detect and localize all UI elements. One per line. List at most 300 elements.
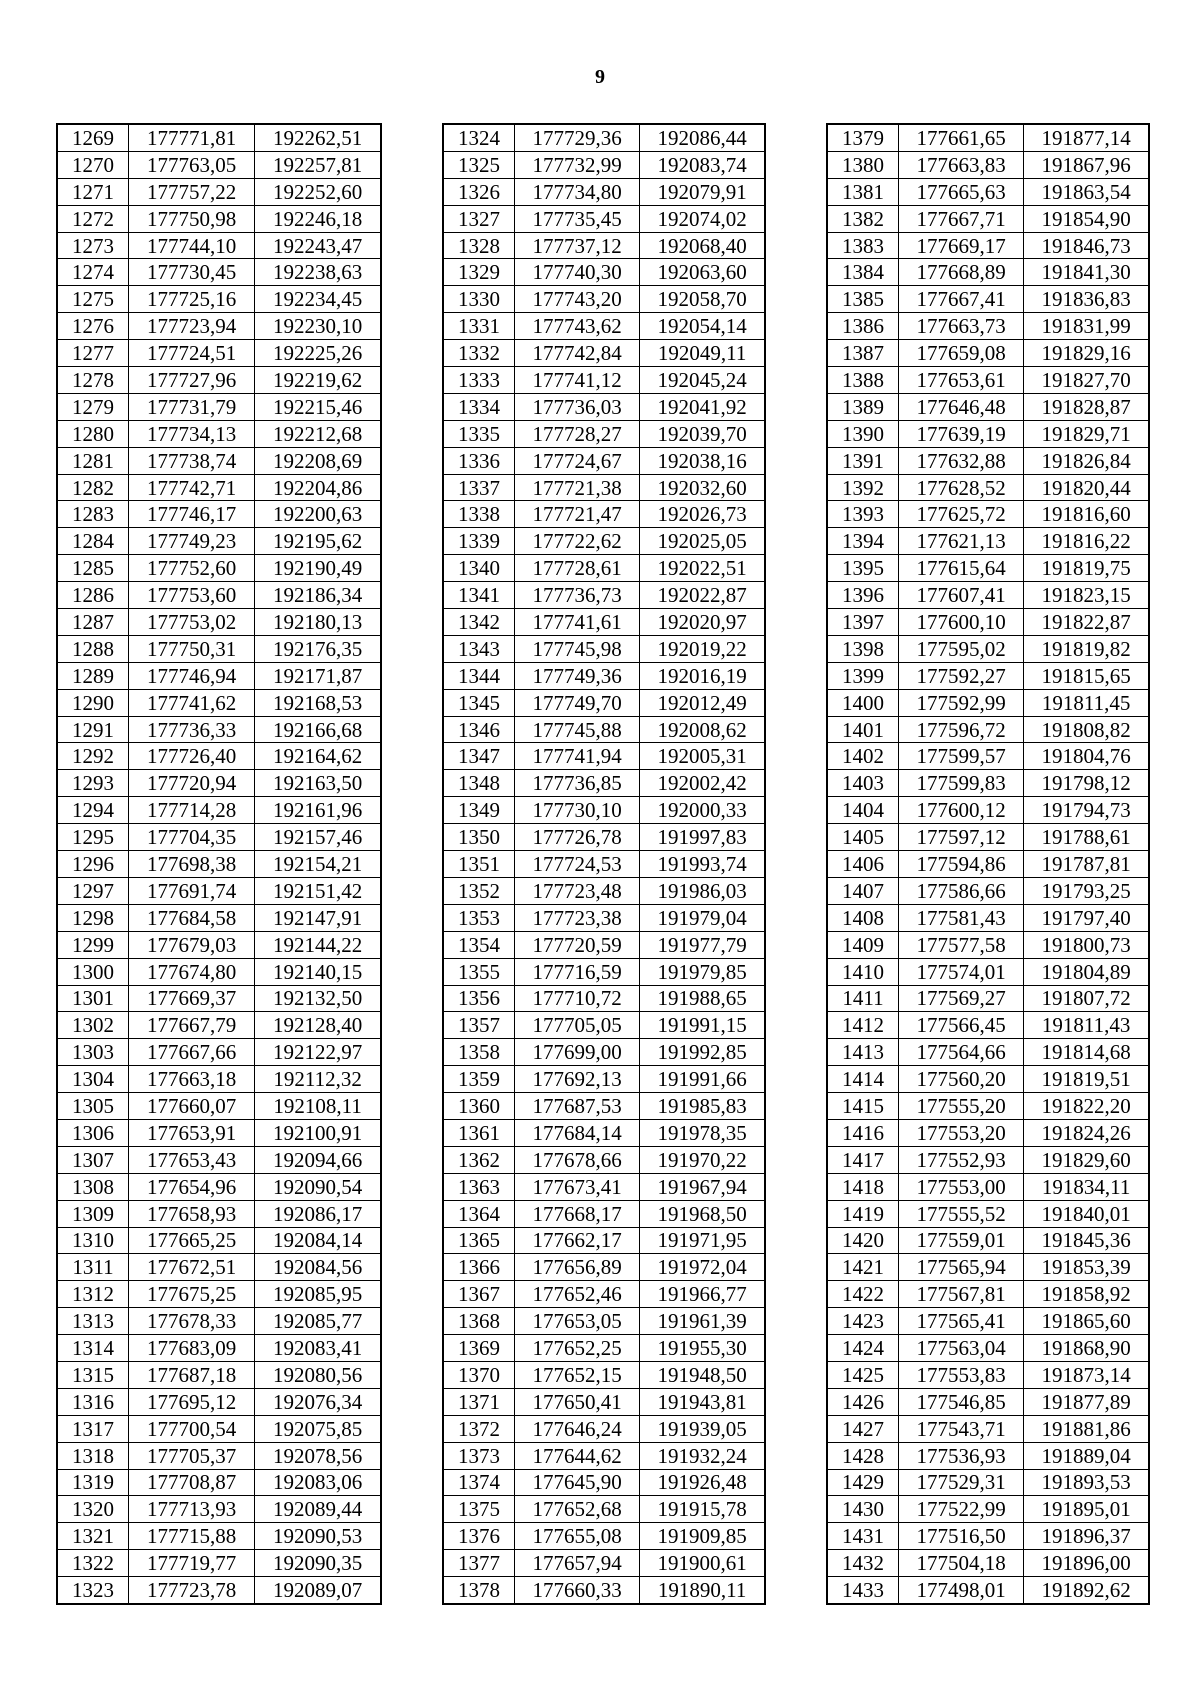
x-coordinate-cell: 177665,63 <box>899 178 1024 205</box>
x-coordinate-cell: 177653,91 <box>129 1119 255 1146</box>
table-row <box>827 851 1149 878</box>
y-coordinate-cell: 191895,01 <box>1024 1496 1149 1523</box>
y-coordinate-cell: 191992,85 <box>640 1039 765 1066</box>
table-row <box>827 1146 1149 1173</box>
table-row <box>57 1173 381 1200</box>
table-row <box>443 1308 765 1335</box>
table-row <box>827 474 1149 501</box>
table-row <box>443 1146 765 1173</box>
table-row <box>827 555 1149 582</box>
y-coordinate-cell: 191939,05 <box>640 1415 765 1442</box>
y-coordinate-cell: 192230,10 <box>255 313 381 340</box>
point-number-cell: 1306 <box>57 1119 129 1146</box>
table-row <box>57 232 381 259</box>
point-number-cell: 1433 <box>827 1577 899 1604</box>
table-row <box>57 985 381 1012</box>
y-coordinate-cell: 191877,89 <box>1024 1388 1149 1415</box>
table-row <box>57 770 381 797</box>
x-coordinate-cell: 177652,25 <box>515 1335 640 1362</box>
point-number-cell: 1293 <box>57 770 129 797</box>
table-row <box>57 151 381 178</box>
point-number-cell: 1353 <box>443 904 515 931</box>
table-row <box>57 1388 381 1415</box>
x-coordinate-cell: 177750,31 <box>129 635 255 662</box>
x-coordinate-cell: 177663,18 <box>129 1066 255 1093</box>
point-number-cell: 1301 <box>57 985 129 1012</box>
point-number-cell: 1372 <box>443 1415 515 1442</box>
y-coordinate-cell: 192079,91 <box>640 178 765 205</box>
table-row <box>443 1200 765 1227</box>
y-coordinate-cell: 192022,51 <box>640 555 765 582</box>
x-coordinate-cell: 177736,73 <box>515 582 640 609</box>
point-number-cell: 1323 <box>57 1577 129 1604</box>
y-coordinate-cell: 192049,11 <box>640 340 765 367</box>
y-coordinate-cell: 192063,60 <box>640 259 765 286</box>
x-coordinate-cell: 177553,83 <box>899 1361 1024 1388</box>
y-coordinate-cell: 192128,40 <box>255 1012 381 1039</box>
x-coordinate-cell: 177652,46 <box>515 1281 640 1308</box>
point-number-cell: 1273 <box>57 232 129 259</box>
point-number-cell: 1299 <box>57 931 129 958</box>
y-coordinate-cell: 192204,86 <box>255 474 381 501</box>
x-coordinate-cell: 177566,45 <box>899 1012 1024 1039</box>
table-row <box>57 689 381 716</box>
table-row <box>57 555 381 582</box>
table-row <box>443 1442 765 1469</box>
y-coordinate-cell: 192075,85 <box>255 1415 381 1442</box>
point-number-cell: 1305 <box>57 1093 129 1120</box>
point-number-cell: 1416 <box>827 1119 899 1146</box>
y-coordinate-cell: 192041,92 <box>640 393 765 420</box>
point-number-cell: 1333 <box>443 367 515 394</box>
x-coordinate-cell: 177653,05 <box>515 1308 640 1335</box>
y-coordinate-cell: 192083,41 <box>255 1335 381 1362</box>
y-coordinate-cell: 192016,19 <box>640 662 765 689</box>
y-coordinate-cell: 192161,96 <box>255 797 381 824</box>
y-coordinate-cell: 191865,60 <box>1024 1308 1149 1335</box>
point-number-cell: 1398 <box>827 635 899 662</box>
point-number-cell: 1374 <box>443 1469 515 1496</box>
table-row <box>443 232 765 259</box>
point-number-cell: 1375 <box>443 1496 515 1523</box>
table-row <box>443 985 765 1012</box>
x-coordinate-cell: 177742,71 <box>129 474 255 501</box>
point-number-cell: 1327 <box>443 205 515 232</box>
point-number-cell: 1360 <box>443 1093 515 1120</box>
x-coordinate-cell: 177653,43 <box>129 1146 255 1173</box>
table-row <box>443 770 765 797</box>
table-row <box>443 1173 765 1200</box>
point-number-cell: 1365 <box>443 1227 515 1254</box>
point-number-cell: 1376 <box>443 1523 515 1550</box>
table-row <box>57 178 381 205</box>
point-number-cell: 1396 <box>827 582 899 609</box>
point-number-cell: 1420 <box>827 1227 899 1254</box>
point-number-cell: 1406 <box>827 851 899 878</box>
x-coordinate-cell: 177749,23 <box>129 528 255 555</box>
y-coordinate-cell: 192154,21 <box>255 851 381 878</box>
table-row <box>443 635 765 662</box>
x-coordinate-cell: 177736,03 <box>515 393 640 420</box>
y-coordinate-cell: 192200,63 <box>255 501 381 528</box>
x-coordinate-cell: 177663,83 <box>899 151 1024 178</box>
x-coordinate-cell: 177741,61 <box>515 609 640 636</box>
y-coordinate-cell: 191845,36 <box>1024 1227 1149 1254</box>
y-coordinate-cell: 191863,54 <box>1024 178 1149 205</box>
point-number-cell: 1414 <box>827 1066 899 1093</box>
y-coordinate-cell: 191807,72 <box>1024 985 1149 1012</box>
point-number-cell: 1297 <box>57 877 129 904</box>
point-number-cell: 1384 <box>827 259 899 286</box>
table-row <box>57 582 381 609</box>
point-number-cell: 1408 <box>827 904 899 931</box>
y-coordinate-cell: 192085,77 <box>255 1308 381 1335</box>
x-coordinate-cell: 177723,38 <box>515 904 640 931</box>
table-row <box>443 1093 765 1120</box>
table-row <box>443 528 765 555</box>
point-number-cell: 1336 <box>443 447 515 474</box>
table-row <box>57 662 381 689</box>
point-number-cell: 1430 <box>827 1496 899 1523</box>
point-number-cell: 1345 <box>443 689 515 716</box>
point-number-cell: 1311 <box>57 1254 129 1281</box>
x-coordinate-cell: 177736,33 <box>129 716 255 743</box>
table-row <box>443 151 765 178</box>
point-number-cell: 1371 <box>443 1388 515 1415</box>
y-coordinate-cell: 191971,95 <box>640 1227 765 1254</box>
y-coordinate-cell: 192151,42 <box>255 877 381 904</box>
point-number-cell: 1269 <box>57 124 129 151</box>
x-coordinate-cell: 177559,01 <box>899 1227 1024 1254</box>
table-row <box>827 1361 1149 1388</box>
table-row <box>443 259 765 286</box>
x-coordinate-cell: 177522,99 <box>899 1496 1024 1523</box>
y-coordinate-cell: 192225,26 <box>255 340 381 367</box>
y-coordinate-cell: 191831,99 <box>1024 313 1149 340</box>
x-coordinate-cell: 177565,41 <box>899 1308 1024 1335</box>
y-coordinate-cell: 192208,69 <box>255 447 381 474</box>
y-coordinate-cell: 191991,66 <box>640 1066 765 1093</box>
x-coordinate-cell: 177708,87 <box>129 1469 255 1496</box>
point-number-cell: 1355 <box>443 958 515 985</box>
point-number-cell: 1422 <box>827 1281 899 1308</box>
table-row <box>57 1039 381 1066</box>
y-coordinate-cell: 192164,62 <box>255 743 381 770</box>
table-row <box>827 1227 1149 1254</box>
table-row <box>827 501 1149 528</box>
x-coordinate-cell: 177504,18 <box>899 1550 1024 1577</box>
x-coordinate-cell: 177553,20 <box>899 1119 1024 1146</box>
y-coordinate-cell: 191836,83 <box>1024 286 1149 313</box>
y-coordinate-cell: 191877,14 <box>1024 124 1149 151</box>
point-number-cell: 1274 <box>57 259 129 286</box>
table-row <box>57 716 381 743</box>
y-coordinate-cell: 191793,25 <box>1024 877 1149 904</box>
y-coordinate-cell: 191823,15 <box>1024 582 1149 609</box>
table-row <box>443 904 765 931</box>
x-coordinate-cell: 177644,62 <box>515 1442 640 1469</box>
table-row <box>57 367 381 394</box>
y-coordinate-cell: 191890,11 <box>640 1577 765 1604</box>
table-row <box>827 609 1149 636</box>
point-number-cell: 1288 <box>57 635 129 662</box>
y-coordinate-cell: 191868,90 <box>1024 1335 1149 1362</box>
point-number-cell: 1388 <box>827 367 899 394</box>
y-coordinate-cell: 191892,62 <box>1024 1577 1149 1604</box>
y-coordinate-cell: 192084,14 <box>255 1227 381 1254</box>
x-coordinate-cell: 177741,94 <box>515 743 640 770</box>
x-coordinate-cell: 177683,09 <box>129 1335 255 1362</box>
table-row <box>57 393 381 420</box>
point-number-cell: 1423 <box>827 1308 899 1335</box>
x-coordinate-cell: 177705,05 <box>515 1012 640 1039</box>
table-row <box>443 609 765 636</box>
table-row <box>443 447 765 474</box>
point-number-cell: 1378 <box>443 1577 515 1604</box>
y-coordinate-cell: 191881,86 <box>1024 1415 1149 1442</box>
point-number-cell: 1270 <box>57 151 129 178</box>
point-number-cell: 1286 <box>57 582 129 609</box>
y-coordinate-cell: 192094,66 <box>255 1146 381 1173</box>
y-coordinate-cell: 192019,22 <box>640 635 765 662</box>
point-number-cell: 1428 <box>827 1442 899 1469</box>
x-coordinate-cell: 177753,60 <box>129 582 255 609</box>
table-row <box>443 797 765 824</box>
y-coordinate-cell: 191893,53 <box>1024 1469 1149 1496</box>
y-coordinate-cell: 191853,39 <box>1024 1254 1149 1281</box>
x-coordinate-cell: 177763,05 <box>129 151 255 178</box>
y-coordinate-cell: 191800,73 <box>1024 931 1149 958</box>
table-row <box>443 1066 765 1093</box>
table-row <box>827 824 1149 851</box>
point-number-cell: 1313 <box>57 1308 129 1335</box>
point-number-cell: 1310 <box>57 1227 129 1254</box>
table-row <box>827 1308 1149 1335</box>
table-row <box>443 474 765 501</box>
point-number-cell: 1291 <box>57 716 129 743</box>
x-coordinate-cell: 177698,38 <box>129 851 255 878</box>
point-number-cell: 1351 <box>443 851 515 878</box>
table-row <box>827 447 1149 474</box>
point-number-cell: 1366 <box>443 1254 515 1281</box>
x-coordinate-cell: 177678,33 <box>129 1308 255 1335</box>
x-coordinate-cell: 177684,58 <box>129 904 255 931</box>
x-coordinate-cell: 177552,93 <box>899 1146 1024 1173</box>
x-coordinate-cell: 177723,78 <box>129 1577 255 1604</box>
x-coordinate-cell: 177592,27 <box>899 662 1024 689</box>
table-row <box>57 958 381 985</box>
table-row <box>827 151 1149 178</box>
x-coordinate-cell: 177732,99 <box>515 151 640 178</box>
y-coordinate-cell: 192020,97 <box>640 609 765 636</box>
y-coordinate-cell: 191814,68 <box>1024 1039 1149 1066</box>
table-row <box>443 1469 765 1496</box>
x-coordinate-cell: 177726,40 <box>129 743 255 770</box>
y-coordinate-cell: 191829,16 <box>1024 340 1149 367</box>
y-coordinate-cell: 191979,85 <box>640 958 765 985</box>
table-row <box>827 286 1149 313</box>
point-number-cell: 1283 <box>57 501 129 528</box>
table-row <box>443 1039 765 1066</box>
point-number-cell: 1347 <box>443 743 515 770</box>
point-number-cell: 1282 <box>57 474 129 501</box>
x-coordinate-cell: 177695,12 <box>129 1388 255 1415</box>
x-coordinate-cell: 177650,41 <box>515 1388 640 1415</box>
x-coordinate-cell: 177655,08 <box>515 1523 640 1550</box>
point-number-cell: 1294 <box>57 797 129 824</box>
point-number-cell: 1272 <box>57 205 129 232</box>
table-row <box>443 367 765 394</box>
table-row <box>827 904 1149 931</box>
x-coordinate-cell: 177564,66 <box>899 1039 1024 1066</box>
x-coordinate-cell: 177607,41 <box>899 582 1024 609</box>
point-number-cell: 1427 <box>827 1415 899 1442</box>
table-row <box>57 1550 381 1577</box>
y-coordinate-cell: 191915,78 <box>640 1496 765 1523</box>
point-number-cell: 1402 <box>827 743 899 770</box>
y-coordinate-cell: 192083,06 <box>255 1469 381 1496</box>
point-number-cell: 1329 <box>443 259 515 286</box>
x-coordinate-cell: 177581,43 <box>899 904 1024 931</box>
x-coordinate-cell: 177715,88 <box>129 1523 255 1550</box>
y-coordinate-cell: 191828,87 <box>1024 393 1149 420</box>
y-coordinate-cell: 192058,70 <box>640 286 765 313</box>
x-coordinate-cell: 177737,12 <box>515 232 640 259</box>
table-row <box>57 205 381 232</box>
x-coordinate-cell: 177740,30 <box>515 259 640 286</box>
y-coordinate-cell: 191788,61 <box>1024 824 1149 851</box>
table-row <box>443 851 765 878</box>
point-number-cell: 1271 <box>57 178 129 205</box>
point-number-cell: 1380 <box>827 151 899 178</box>
point-number-cell: 1359 <box>443 1066 515 1093</box>
y-coordinate-cell: 192085,95 <box>255 1281 381 1308</box>
x-coordinate-cell: 177749,36 <box>515 662 640 689</box>
point-number-cell: 1303 <box>57 1039 129 1066</box>
y-coordinate-cell: 191829,71 <box>1024 420 1149 447</box>
y-coordinate-cell: 191798,12 <box>1024 770 1149 797</box>
y-coordinate-cell: 192038,16 <box>640 447 765 474</box>
point-number-cell: 1304 <box>57 1066 129 1093</box>
table-row <box>57 1200 381 1227</box>
point-number-cell: 1363 <box>443 1173 515 1200</box>
y-coordinate-cell: 191889,04 <box>1024 1442 1149 1469</box>
x-coordinate-cell: 177704,35 <box>129 824 255 851</box>
point-number-cell: 1350 <box>443 824 515 851</box>
x-coordinate-cell: 177749,70 <box>515 689 640 716</box>
table-row <box>57 259 381 286</box>
y-coordinate-cell: 192262,51 <box>255 124 381 151</box>
y-coordinate-cell: 191797,40 <box>1024 904 1149 931</box>
x-coordinate-cell: 177692,13 <box>515 1066 640 1093</box>
y-coordinate-cell: 191811,45 <box>1024 689 1149 716</box>
y-coordinate-cell: 191819,75 <box>1024 555 1149 582</box>
table-row <box>443 1119 765 1146</box>
x-coordinate-cell: 177728,27 <box>515 420 640 447</box>
y-coordinate-cell: 192195,62 <box>255 528 381 555</box>
x-coordinate-cell: 177555,52 <box>899 1200 1024 1227</box>
table-row <box>827 985 1149 1012</box>
x-coordinate-cell: 177555,20 <box>899 1093 1024 1120</box>
y-coordinate-cell: 191943,81 <box>640 1388 765 1415</box>
point-number-cell: 1348 <box>443 770 515 797</box>
y-coordinate-cell: 192186,34 <box>255 582 381 609</box>
x-coordinate-cell: 177757,22 <box>129 178 255 205</box>
y-coordinate-cell: 191932,24 <box>640 1442 765 1469</box>
table-row <box>827 958 1149 985</box>
x-coordinate-cell: 177639,19 <box>899 420 1024 447</box>
table-row <box>443 824 765 851</box>
x-coordinate-cell: 177658,93 <box>129 1200 255 1227</box>
y-coordinate-cell: 191896,37 <box>1024 1523 1149 1550</box>
x-coordinate-cell: 177746,17 <box>129 501 255 528</box>
y-coordinate-cell: 192163,50 <box>255 770 381 797</box>
point-number-cell: 1298 <box>57 904 129 931</box>
point-number-cell: 1343 <box>443 635 515 662</box>
table-row <box>827 393 1149 420</box>
point-number-cell: 1381 <box>827 178 899 205</box>
x-coordinate-cell: 177726,78 <box>515 824 640 851</box>
y-coordinate-cell: 191854,90 <box>1024 205 1149 232</box>
y-coordinate-cell: 192080,56 <box>255 1361 381 1388</box>
x-coordinate-cell: 177752,60 <box>129 555 255 582</box>
x-coordinate-cell: 177667,79 <box>129 1012 255 1039</box>
point-number-cell: 1399 <box>827 662 899 689</box>
y-coordinate-cell: 191829,60 <box>1024 1146 1149 1173</box>
table-row <box>57 1254 381 1281</box>
x-coordinate-cell: 177665,25 <box>129 1227 255 1254</box>
table-row <box>827 1012 1149 1039</box>
point-number-cell: 1290 <box>57 689 129 716</box>
x-coordinate-cell: 177597,12 <box>899 824 1024 851</box>
table-row <box>57 1227 381 1254</box>
table-row <box>57 474 381 501</box>
point-number-cell: 1386 <box>827 313 899 340</box>
point-number-cell: 1289 <box>57 662 129 689</box>
y-coordinate-cell: 192122,97 <box>255 1039 381 1066</box>
y-coordinate-cell: 191978,35 <box>640 1119 765 1146</box>
table-row <box>443 1550 765 1577</box>
x-coordinate-cell: 177725,16 <box>129 286 255 313</box>
x-coordinate-cell: 177728,61 <box>515 555 640 582</box>
x-coordinate-cell: 177746,94 <box>129 662 255 689</box>
table-row <box>443 662 765 689</box>
point-number-cell: 1358 <box>443 1039 515 1066</box>
x-coordinate-cell: 177722,62 <box>515 528 640 555</box>
table-row <box>443 1523 765 1550</box>
y-coordinate-cell: 191787,81 <box>1024 851 1149 878</box>
point-number-cell: 1318 <box>57 1442 129 1469</box>
point-number-cell: 1415 <box>827 1093 899 1120</box>
y-coordinate-cell: 191826,84 <box>1024 447 1149 474</box>
x-coordinate-cell: 177574,01 <box>899 958 1024 985</box>
point-number-cell: 1315 <box>57 1361 129 1388</box>
point-number-cell: 1317 <box>57 1415 129 1442</box>
x-coordinate-cell: 177646,24 <box>515 1415 640 1442</box>
table-row <box>57 1469 381 1496</box>
table-row <box>57 1361 381 1388</box>
x-coordinate-cell: 177536,93 <box>899 1442 1024 1469</box>
y-coordinate-cell: 192147,91 <box>255 904 381 931</box>
y-coordinate-cell: 192026,73 <box>640 501 765 528</box>
table-row <box>57 124 381 151</box>
x-coordinate-cell: 177724,67 <box>515 447 640 474</box>
table-row <box>57 1093 381 1120</box>
y-coordinate-cell: 192032,60 <box>640 474 765 501</box>
point-number-cell: 1412 <box>827 1012 899 1039</box>
table-row <box>827 797 1149 824</box>
point-number-cell: 1397 <box>827 609 899 636</box>
